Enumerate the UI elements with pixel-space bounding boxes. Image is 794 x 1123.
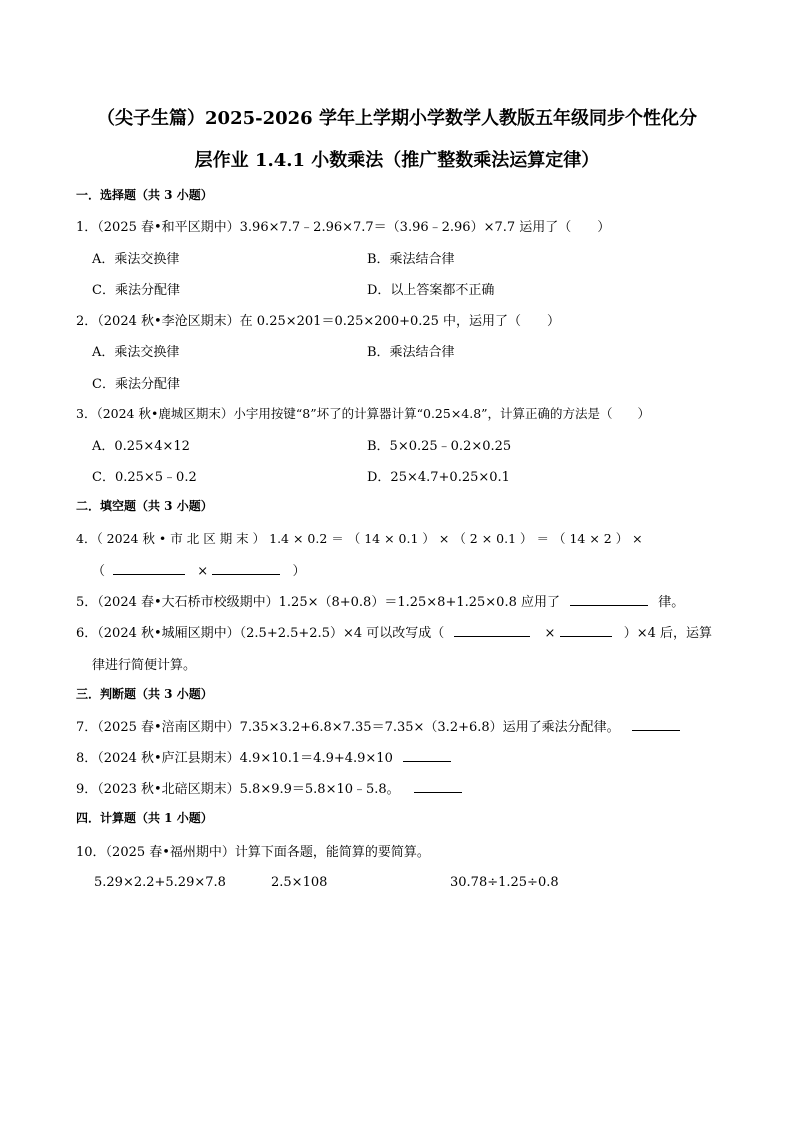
question-7: [76, 716, 680, 735]
question-9-text: 9．（2023 秋•北碚区期末）5.8×9.9＝5.8×10﹣5.8。: [76, 782, 400, 797]
question-10-expression-2: 2.5×108: [271, 875, 328, 890]
times-sign: ×: [544, 626, 556, 641]
question-10-stem: 10．（2025 春•福州期中）计算下面各题，能简算的要简算。: [76, 845, 430, 860]
question-3-option-b: B．5×0.25﹣0.2×0.25: [367, 439, 512, 454]
question-8: [76, 747, 451, 766]
answer-blank[interactable]: [403, 748, 451, 762]
question-6-line-2: 律进行简便计算。: [92, 658, 197, 673]
section-heading-choice: 一．选择题（共 3 小题）: [76, 188, 213, 202]
question-7-text: 7．（2025 春•涪南区期中）7.35×3.2+6.8×7.35＝7.35×（3.2+6.8）运用了乘法分配律。: [76, 720, 620, 735]
question-5-suffix: 律。: [658, 595, 685, 610]
open-paren: （: [92, 564, 106, 579]
question-4-line-1: 4．（ 2024 秋 • 市 北 区 期 末 ） 1.4 × 0.2 ＝ （ 14 × 0.1 ） × （ 2 × 0.1 ） ＝ （ 14 × 2 ） ×: [76, 531, 643, 546]
question-1-option-b: B．乘法结合律: [367, 252, 455, 267]
times-sign: ×: [197, 564, 209, 579]
answer-blank[interactable]: [454, 623, 530, 637]
question-5: [76, 591, 684, 610]
question-1-option-c: C．乘法分配律: [92, 283, 180, 298]
question-1-stem: 1．（2025 春•和平区期中）3.96×7.7﹣2.96×7.7＝（3.96﹣2.96）×7.7 运用了（ ）: [76, 220, 611, 235]
answer-blank[interactable]: [212, 561, 280, 575]
question-2-stem: 2．（2024 秋•李沧区期末）在 0.25×201＝0.25×200+0.25 中，运用了（ ）: [76, 314, 561, 329]
section-heading-fill-blank: 二．填空题（共 3 小题）: [76, 499, 213, 513]
question-9: [76, 778, 462, 797]
question-10-expression-3: 30.78÷1.25÷0.8: [450, 875, 559, 890]
question-6-text: 6．（2024 秋•城厢区期中）（2.5+2.5+2.5）×4 可以改写成（: [76, 626, 445, 641]
title-line-2: 层作业 1.4.1 小数乘法（推广整数乘法运算定律）: [194, 150, 600, 171]
question-6-suffix: ）×4 后，运算: [623, 626, 713, 641]
answer-blank[interactable]: [560, 623, 612, 637]
question-5-text: 5．（2024 春•大石桥市校级期中）1.25×（8+0.8）＝1.25×8+1.25×0.8 应用了: [76, 595, 560, 610]
question-3-option-d: D．25×4.7+0.25×0.1: [367, 470, 510, 485]
answer-blank[interactable]: [414, 779, 462, 793]
question-1-option-d: D．以上答案都不正确: [367, 283, 495, 298]
question-1-option-a: A．乘法交换律: [92, 252, 180, 267]
question-2-option-c: C．乘法分配律: [92, 377, 180, 392]
question-3-option-a: A．0.25×4×12: [92, 439, 190, 454]
answer-blank[interactable]: [570, 592, 648, 606]
question-2-option-a: A．乘法交换律: [92, 345, 180, 360]
answer-blank[interactable]: [113, 561, 185, 575]
question-3-option-c: C．0.25×5﹣0.2: [92, 470, 197, 485]
close-paren: ）: [292, 564, 306, 579]
section-heading-judge: 三．判断题（共 3 小题）: [76, 687, 213, 701]
title-line-1: （尖子生篇）2025-2026 学年上学期小学数学人教版五年级同步个性化分: [97, 108, 697, 129]
question-4-line-2: [92, 560, 306, 579]
answer-blank[interactable]: [632, 717, 680, 731]
question-3-stem: 3．（2024 秋•鹿城区期末）小宇用按键“8”坏了的计算器计算“0.25×4.8”，计算正确的方法是（ ）: [76, 406, 651, 421]
question-8-text: 8．（2024 秋•庐江县期末）4.9×10.1＝4.9+4.9×10: [76, 751, 393, 766]
question-10-expression-1: 5.29×2.2+5.29×7.8: [94, 875, 226, 890]
question-6: [76, 622, 712, 641]
question-2-option-b: B．乘法结合律: [367, 345, 455, 360]
section-heading-calculation: 四．计算题（共 1 小题）: [76, 811, 213, 825]
